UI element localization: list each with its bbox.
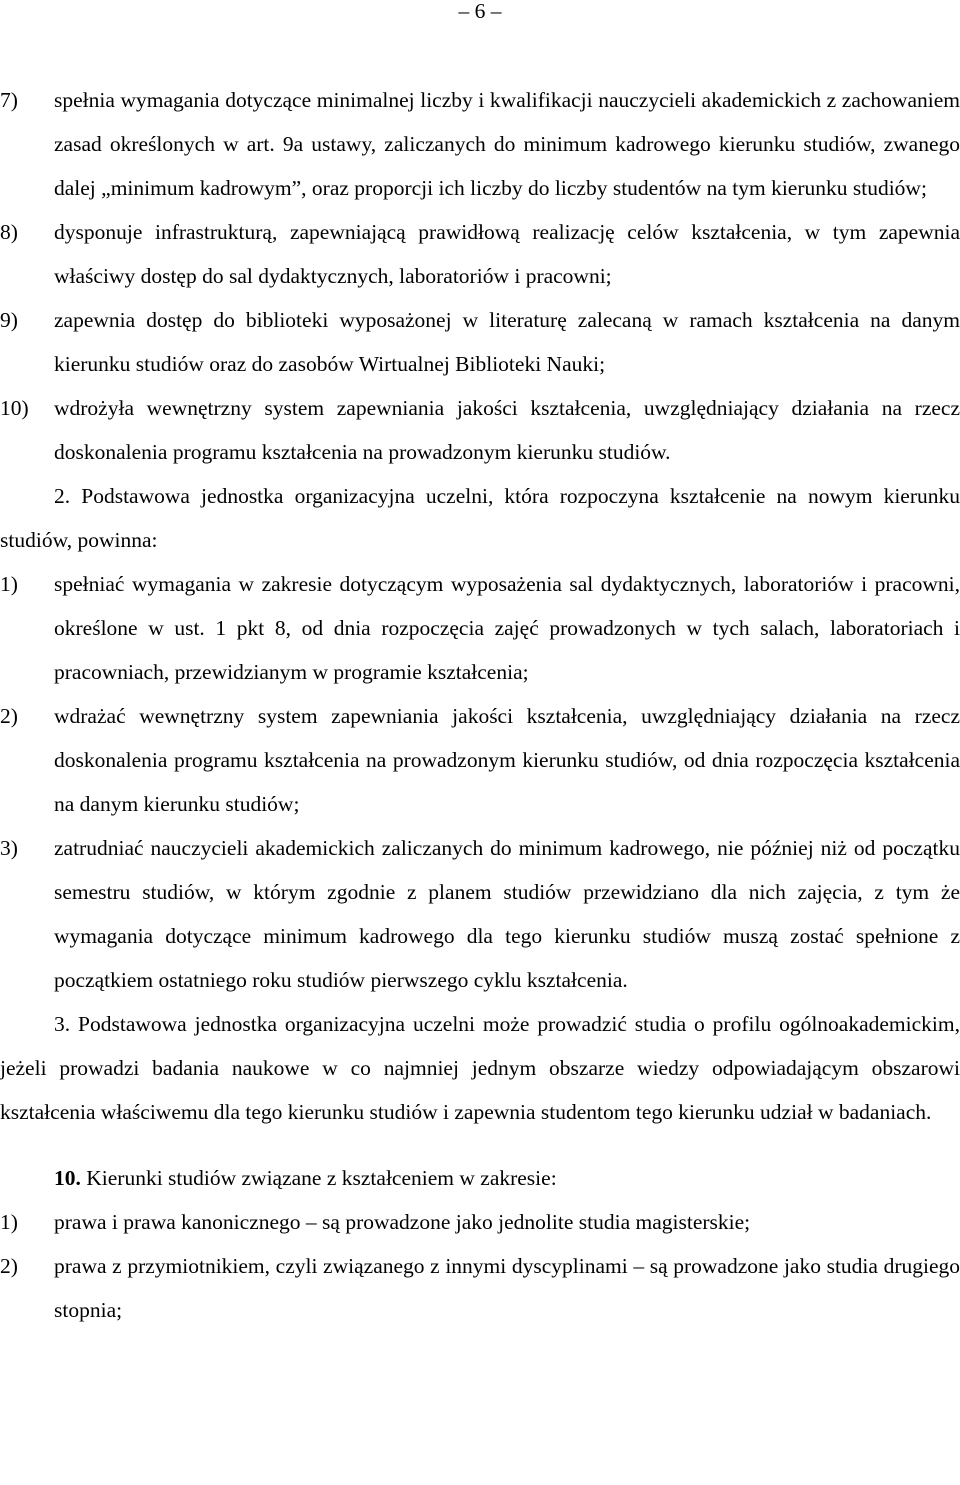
paragraph-number: 3. bbox=[54, 1012, 71, 1036]
list-item-number: 7) bbox=[0, 88, 18, 112]
list-item-number: 1) bbox=[0, 572, 18, 596]
section-10-heading bbox=[0, 1156, 960, 1200]
paragraph-number: 2. bbox=[54, 484, 71, 508]
paragraph-text: Podstawowa jednostka organizacyjna uczelni może prowadzić studia o profilu ogólnoakademickim, jeżeli prowadzi badania naukowe w co najmniej jednym obszarze wiedzy odpowiadającym obszarowi kształcenia właściwemu dla tego kierunku studiów i zapewnia studentom tego kierunku udział w badaniach. bbox=[0, 1012, 960, 1124]
paragraph-text: Podstawowa jednostka organizacyjna uczelni, która rozpoczyna kształcenie na nowym kierunku studiów, powinna: bbox=[0, 484, 960, 552]
list-item-number: 2) bbox=[0, 1254, 18, 1278]
list-item-text: wdrażać wewnętrzny system zapewniania jakości kształcenia, uwzględniający działania na rzecz doskonalenia programu kształcenia na prowadzonym kierunku studiów, od dnia rozpoczęcia kształcenia na danym kierunku studiów; bbox=[54, 704, 960, 816]
list-item-text: zatrudniać nauczycieli akademickich zaliczanych do minimum kadrowego, nie później niż od początku semestru studiów, w którym zgodnie z planem studiów przewidziano dla nich zajęcia, z tym że wymagania dotyczące minimum kadrowego dla tego kierunku studiów muszą zostać spełnione z początkiem ostatniego roku studiów pierwszego cyklu kształcenia. bbox=[54, 836, 960, 992]
list-item-number: 10) bbox=[0, 396, 29, 420]
list-item-text: wdrożyła wewnętrzny system zapewniania jakości kształcenia, uwzględniający działania na rzecz doskonalenia programu kształcenia na prowadzonym kierunku studiów. bbox=[54, 396, 960, 464]
document-body bbox=[0, 78, 960, 1332]
list-item-text: zapewnia dostęp do biblioteki wyposażonej w literaturę zalecaną w ramach kształcenia na danym kierunku studiów oraz do zasobów Wirtualnej Biblioteki Nauki; bbox=[54, 308, 960, 376]
list-item-text: prawa i prawa kanonicznego – są prowadzone jako jednolite studia magisterskie; bbox=[54, 1210, 751, 1234]
list-item bbox=[0, 386, 960, 474]
list-item bbox=[0, 562, 960, 694]
list-item bbox=[0, 694, 960, 826]
list-item-number: 2) bbox=[0, 704, 18, 728]
section-number: 10. bbox=[54, 1166, 81, 1190]
page-number: – 6 – bbox=[458, 0, 502, 23]
list-item-text: dysponuje infrastrukturą, zapewniającą prawidłową realizację celów kształcenia, w tym zapewnia właściwy dostęp do sal dydaktycznych, laboratoriów i pracowni; bbox=[54, 220, 960, 288]
list-item bbox=[0, 1200, 960, 1244]
paragraph-2 bbox=[0, 474, 960, 562]
list-item-number: 3) bbox=[0, 836, 18, 860]
list-item bbox=[0, 1244, 960, 1332]
list-item bbox=[0, 298, 960, 386]
list-item-number: 1) bbox=[0, 1210, 18, 1234]
list-item bbox=[0, 78, 960, 210]
section-text: Kierunki studiów związane z kształceniem w zakresie: bbox=[86, 1166, 557, 1190]
paragraph-3 bbox=[0, 1002, 960, 1134]
list-item-text: prawa z przymiotnikiem, czyli związanego z innymi dyscyplinami – są prowadzone jako studia drugiego stopnia; bbox=[54, 1254, 960, 1322]
list-item bbox=[0, 826, 960, 1002]
list-item-text: spełnia wymagania dotyczące minimalnej liczby i kwalifikacji nauczycieli akademickich z zachowaniem zasad określonych w art. 9a ustawy, zaliczanych do minimum kadrowego kierunku studiów, zwanego dalej „minimum kadrowym”, oraz proporcji ich liczby do liczby studentów na tym kierunku studiów; bbox=[54, 88, 960, 200]
list-item bbox=[0, 210, 960, 298]
list-item-number: 9) bbox=[0, 308, 18, 332]
spacer bbox=[0, 1134, 960, 1156]
list-item-number: 8) bbox=[0, 220, 18, 244]
list-item-text: spełniać wymagania w zakresie dotyczącym wyposażenia sal dydaktycznych, laboratoriów i pracowni, określone w ust. 1 pkt 8, od dnia rozpoczęcia zajęć prowadzonych w tych salach, laboratoriach i pracowniach, przewidzianym w programie kształcenia; bbox=[54, 572, 960, 684]
